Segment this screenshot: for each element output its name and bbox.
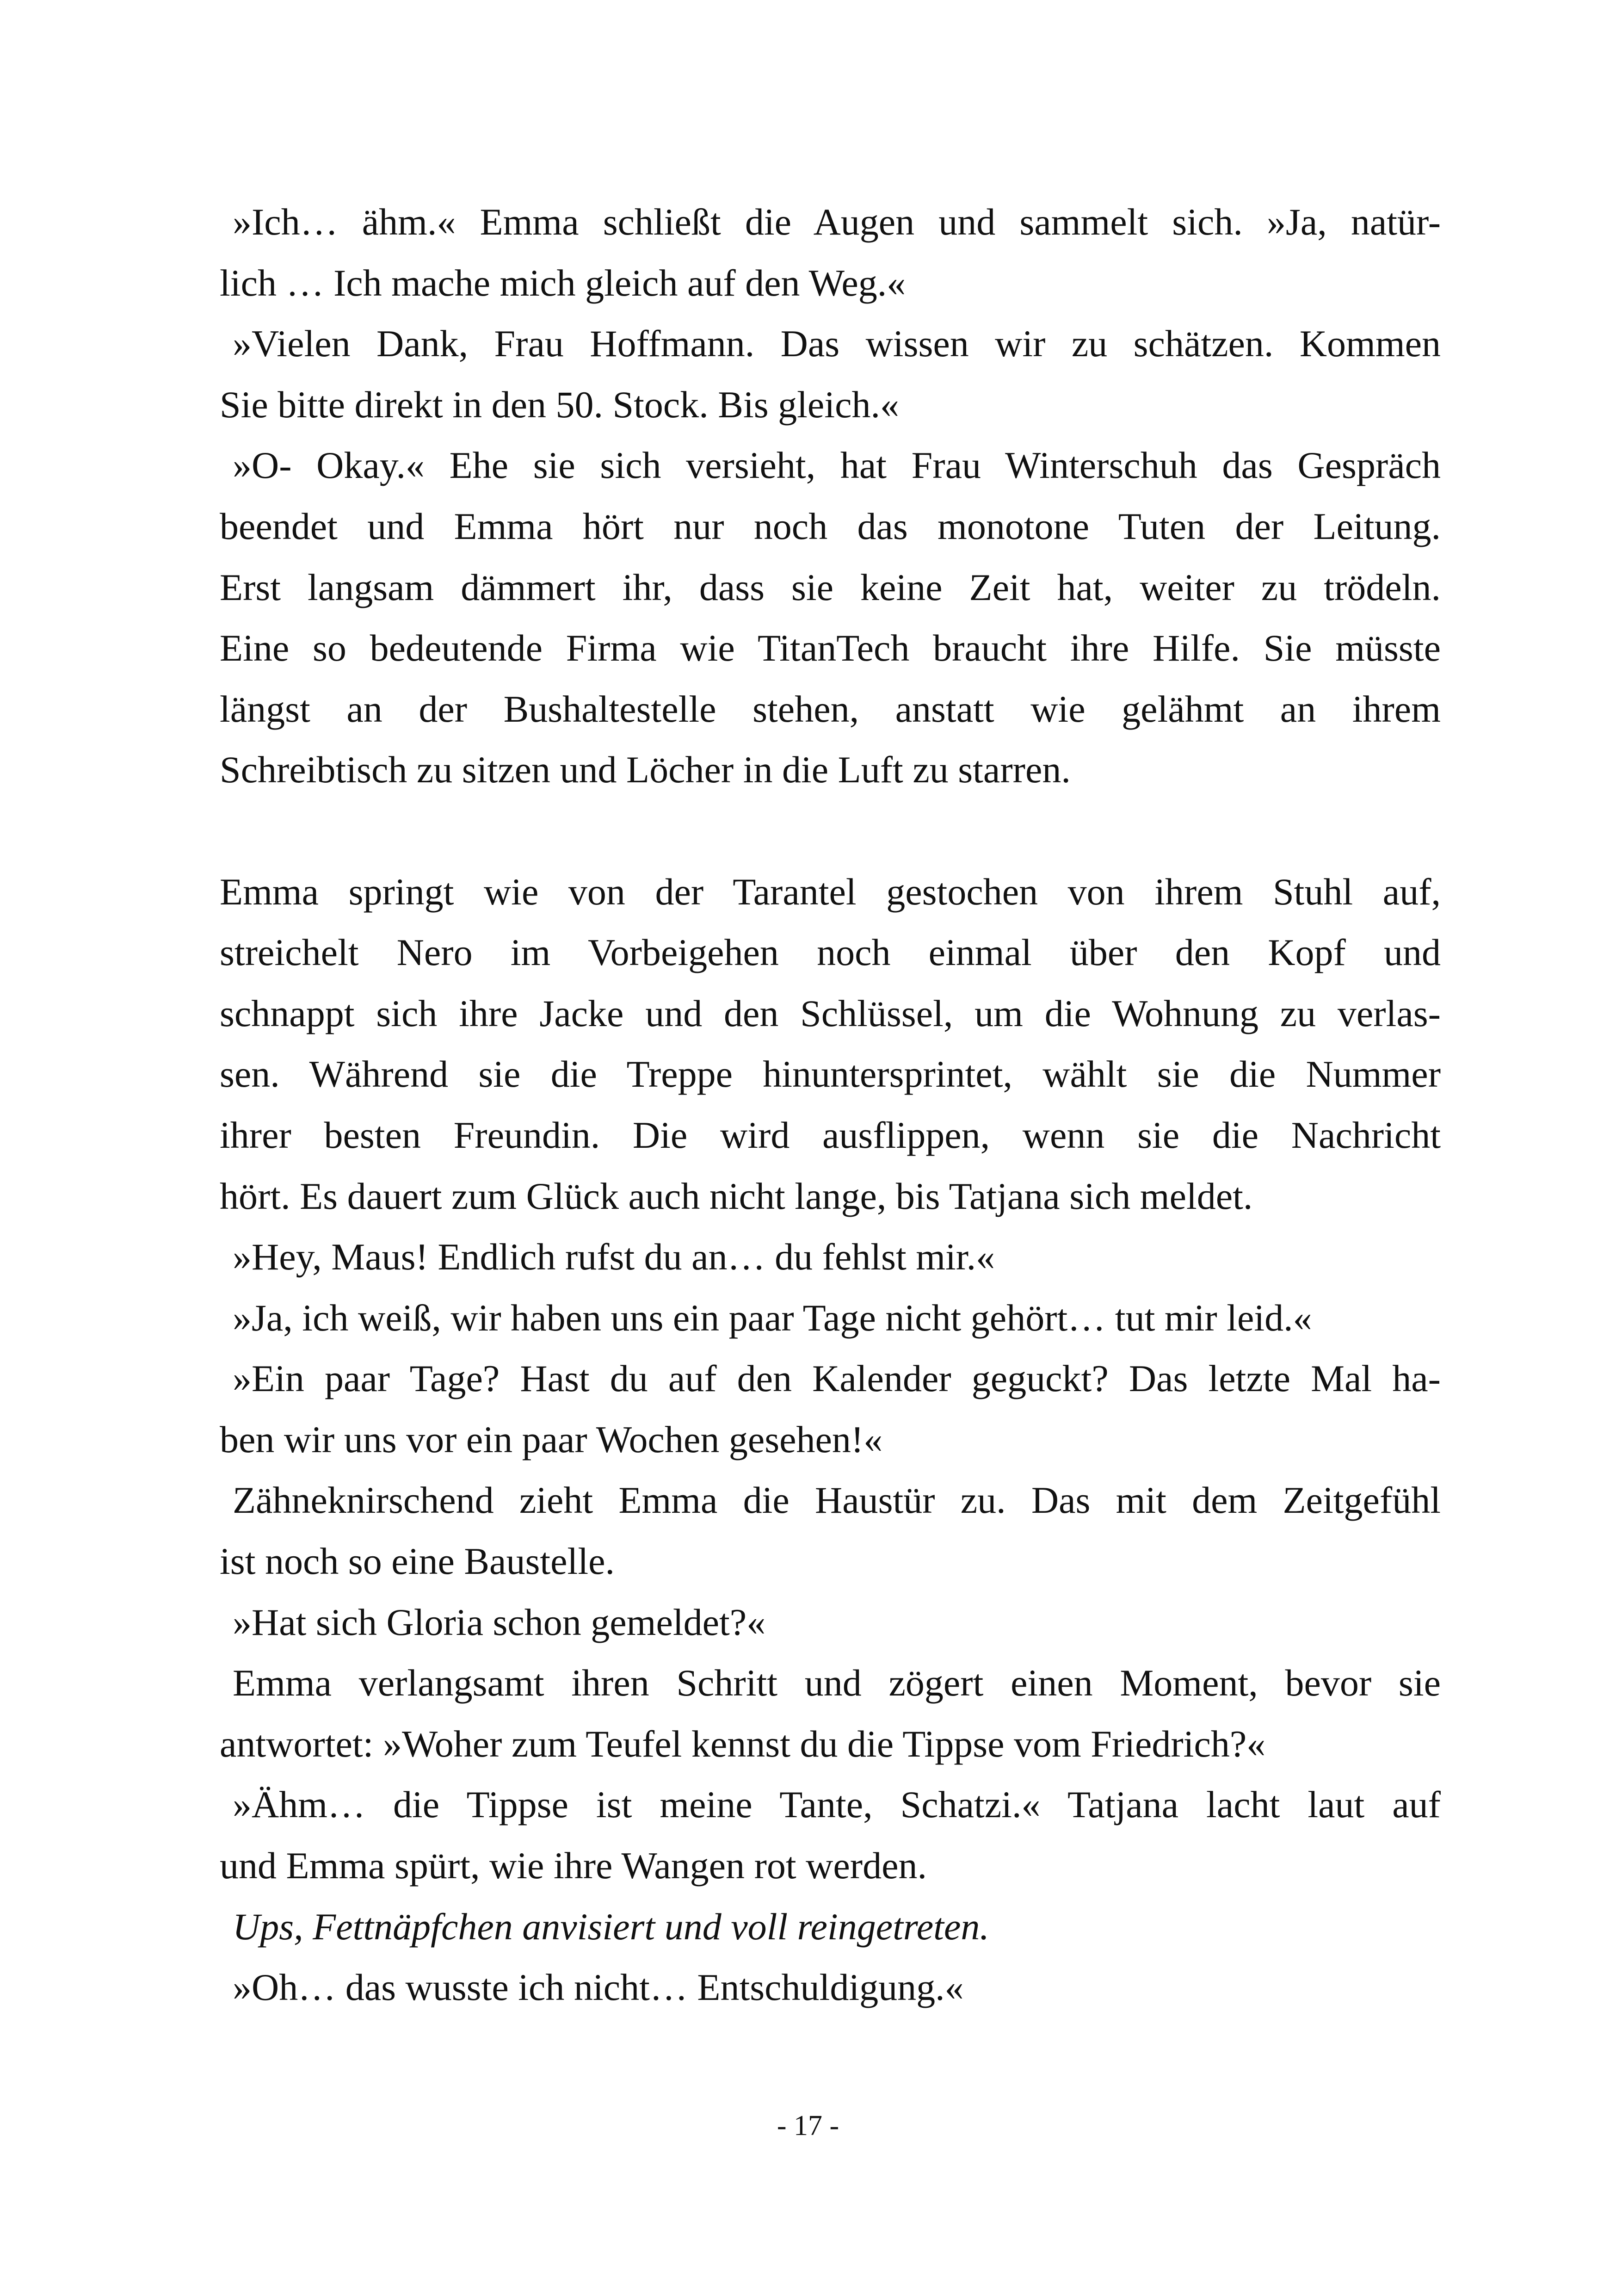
body-text	[220, 192, 1441, 2018]
text-line: »Hey, Maus! Endlich rufst du an… du fehlst mir.«	[233, 1236, 995, 1278]
text-line: »Ähm… die Tippse ist meine Tante, Schatzi.« Tatjana lacht laut auf	[233, 1783, 1441, 1826]
text-line: ihrer besten Freundin. Die wird ausflippen, wenn sie die Nachricht	[220, 1114, 1441, 1156]
text-line: Zähneknirschend zieht Emma die Haustür zu. Das mit dem Zeitgefühl	[233, 1479, 1441, 1522]
text-line: ist noch so eine Baustelle.	[220, 1540, 615, 1583]
text-line: antwortet: »Woher zum Teufel kennst du die Tippse vom Friedrich?«	[220, 1722, 1266, 1765]
text-line: Schreibtisch zu sitzen und Löcher in die Luft zu starren.	[220, 749, 1071, 791]
text-line: streichelt Nero im Vorbeigehen noch einmal über den Kopf und	[220, 931, 1441, 974]
text-line: schnappt sich ihre Jacke und den Schlüssel, um die Wohnung zu verlas-	[220, 992, 1441, 1034]
text-line: ben wir uns vor ein paar Wochen gesehen!«	[220, 1418, 883, 1461]
text-line: Erst langsam dämmert ihr, dass sie keine Zeit hat, weiter zu trödeln.	[220, 566, 1441, 608]
text-line: beendet und Emma hört nur noch das monotone Tuten der Leitung.	[220, 505, 1441, 547]
text-line: hört. Es dauert zum Glück auch nicht lange, bis Tatjana sich meldet.	[220, 1175, 1253, 1217]
text-line: »Ein paar Tage? Hast du auf den Kalender geguckt? Das letzte Mal ha-	[233, 1357, 1441, 1400]
text-line: »Ich… ähm.« Emma schließt die Augen und sammelt sich. »Ja, natür-	[233, 201, 1441, 243]
text-line: Emma springt wie von der Tarantel gestochen von ihrem Stuhl auf,	[220, 870, 1441, 913]
text-line: »Hat sich Gloria schon gemeldet?«	[233, 1601, 766, 1643]
text-line: Emma verlangsamt ihren Schritt und zögert einen Moment, bevor sie	[233, 1662, 1441, 1704]
text-line: »Ja, ich weiß, wir haben uns ein paar Tage nicht gehört… tut mir leid.«	[233, 1296, 1312, 1339]
page-number: - 17 -	[777, 2110, 839, 2141]
text-line: »O- Okay.« Ehe sie sich versieht, hat Frau Winterschuh das Gespräch	[233, 444, 1441, 487]
text-line: Eine so bedeutende Firma wie TitanTech braucht ihre Hilfe. Sie müsste	[220, 627, 1441, 669]
text-line: »Oh… das wusste ich nicht… Entschuldigung.«	[233, 1966, 964, 2009]
paragraph-gap	[220, 800, 1441, 861]
text-line: Sie bitte direkt in den 50. Stock. Bis gleich.«	[220, 383, 899, 426]
text-line: längst an der Bushaltestelle stehen, anstatt wie gelähmt an ihrem	[220, 687, 1441, 730]
text-line: und Emma spürt, wie ihre Wangen rot werden.	[220, 1844, 927, 1887]
text-line: »Vielen Dank, Frau Hoffmann. Das wissen wir zu schätzen. Kommen	[233, 322, 1441, 365]
text-line: lich … Ich mache mich gleich auf den Weg.«	[220, 261, 906, 304]
text-line: sen. Während sie die Treppe hinuntersprintet, wählt sie die Nummer	[220, 1053, 1441, 1095]
italic-thought-line: Ups, Fettnäpfchen anvisiert und voll reingetreten.	[233, 1905, 989, 1948]
